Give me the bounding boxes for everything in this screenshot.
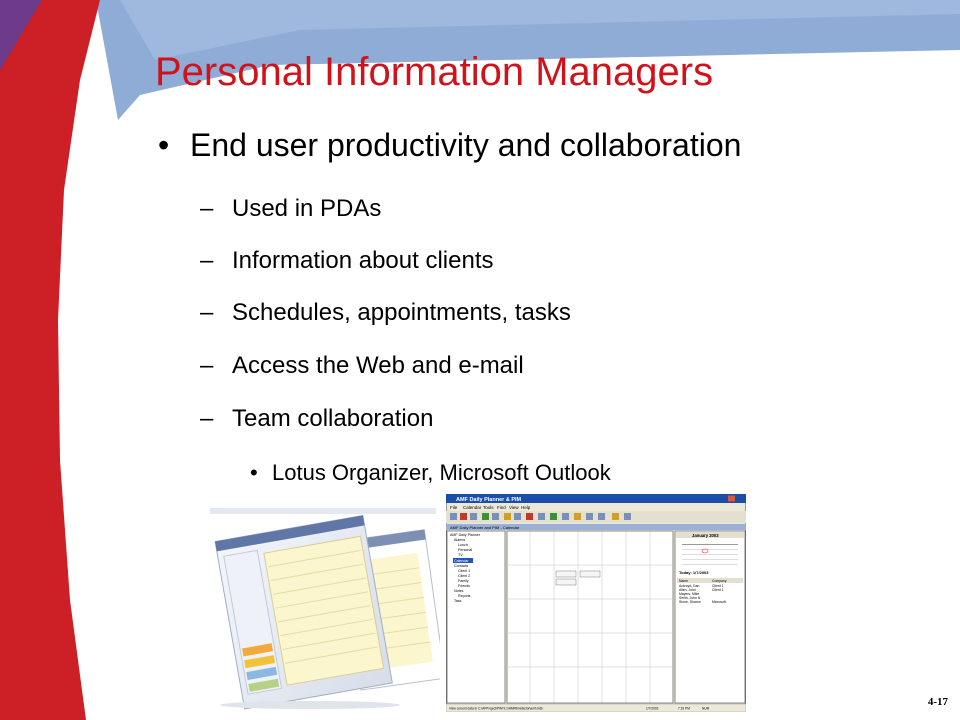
window-subtitle: AMF Daily Planner and PIM - Calendar xyxy=(450,525,520,530)
month-title: January 2003 xyxy=(692,533,719,538)
status-date: 1/7/2003 xyxy=(646,706,659,711)
contact-name: Stone, Sharon xyxy=(679,600,701,604)
tree-item: Friends xyxy=(458,584,470,588)
status-time: 7:19 PM xyxy=(678,706,690,711)
sub-bullet: – Used in PDAs xyxy=(200,195,382,222)
tree-item: Task xyxy=(454,599,462,603)
today-label: Today: 1/7/2003 xyxy=(679,570,709,575)
subsub-bullet-text: Lotus Organizer, Microsoft Outlook xyxy=(272,460,611,485)
app-screenshot-image xyxy=(446,494,746,712)
contact-name: Mayers, Mike xyxy=(679,592,700,596)
menu-file: File xyxy=(450,505,458,510)
tree-item: AMF Daily Planner xyxy=(450,533,480,537)
contact-company: Microsoft xyxy=(712,600,726,604)
menu-help: Help xyxy=(521,505,531,510)
tree-item: Client 2 xyxy=(458,574,471,578)
menu-find: Find xyxy=(497,505,506,510)
page-number: 4-17 xyxy=(927,696,948,708)
contact-name: Smith, John N xyxy=(679,596,701,600)
main-bullet-text: End user productivity and collaboration xyxy=(190,127,742,163)
tree-item: Contacts xyxy=(454,564,469,568)
contacts-header-company: Company xyxy=(712,579,727,583)
sub-bullet-text: Access the Web and e-mail xyxy=(232,352,524,379)
tree-item: Personal xyxy=(458,548,473,552)
sub-bullet: – Information about clients xyxy=(200,247,494,274)
status-num: NUM xyxy=(702,706,710,711)
menu-calendar: Calendar xyxy=(463,505,482,510)
sub-bullet-text: Used in PDAs xyxy=(232,195,382,222)
sub-bullet: – Team collaboration xyxy=(200,405,434,432)
red-band xyxy=(0,0,100,720)
tree-item: Lunch xyxy=(458,543,468,547)
tree-item: Client 1 xyxy=(458,569,471,573)
tree-item: Notes xyxy=(454,589,464,593)
subsub-bullet xyxy=(250,460,611,486)
product-box-image xyxy=(200,500,440,710)
sub-bullet-text: Schedules, appointments, tasks xyxy=(232,299,571,326)
window-title: AMF Daily Planner & PIM xyxy=(456,497,522,503)
tree-item: Alarms xyxy=(454,538,466,542)
tree-item: Calendar xyxy=(454,559,469,563)
tree-item: Reports xyxy=(458,594,471,598)
status-text: View current data in C:\AFProject\PIM 9.1\AMFtimefactor\amf.mdb xyxy=(449,706,543,711)
tree-item: Family xyxy=(458,579,469,583)
menu-view: View xyxy=(509,505,519,510)
contact-company: Client 1 xyxy=(712,584,724,588)
sub-bullet: – Access the Web and e-mail xyxy=(200,352,524,379)
bullet-dot: • xyxy=(250,460,258,485)
main-bullet xyxy=(158,127,741,164)
menu-tools: Tools xyxy=(483,505,494,510)
slide-title: Personal Information Managers xyxy=(155,50,714,94)
bullet-dot: • xyxy=(158,127,170,163)
sub-bullet-text: Information about clients xyxy=(232,247,494,274)
sub-bullet: – Schedules, appointments, tasks xyxy=(200,299,571,326)
contact-company: Client 1 xyxy=(712,588,724,592)
contact-name: Allen, John xyxy=(679,588,696,592)
contacts-header-name: Name xyxy=(679,579,689,583)
sub-bullet-text: Team collaboration xyxy=(232,405,434,432)
tree-item: TV xyxy=(458,553,463,557)
contact-name: Ackroyd, Dan xyxy=(679,584,700,588)
